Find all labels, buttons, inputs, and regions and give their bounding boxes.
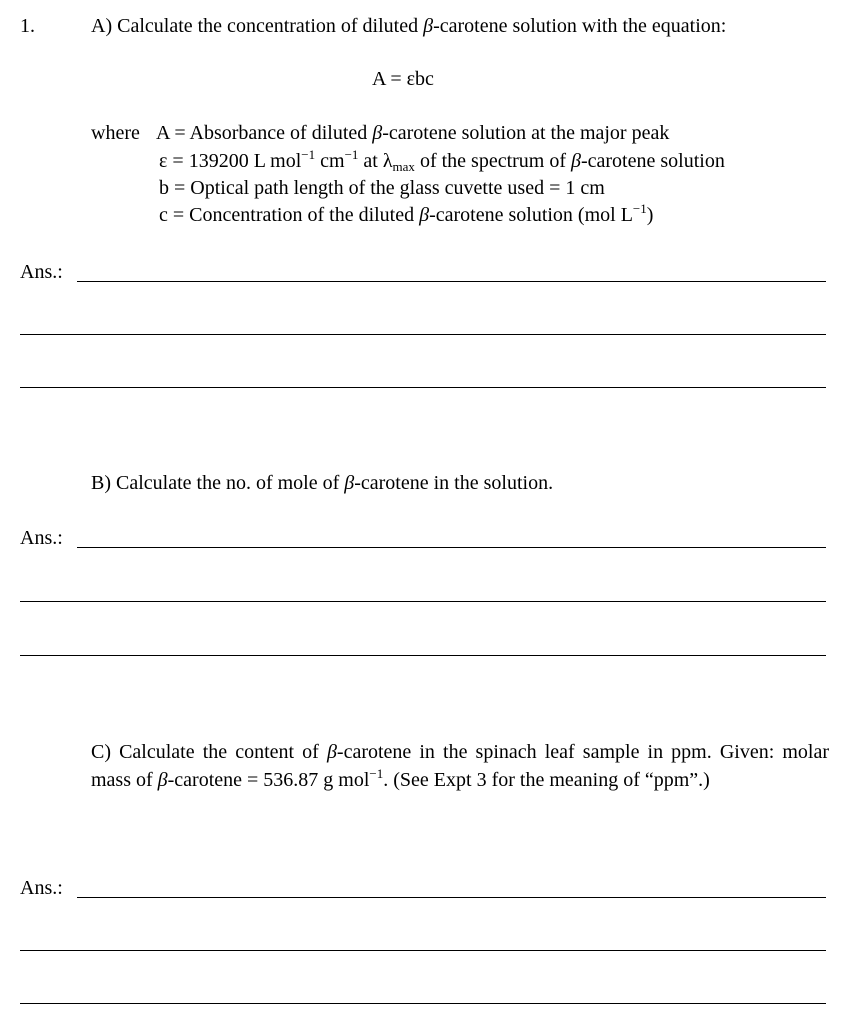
beta-symbol: β xyxy=(419,204,430,226)
definition-text: Absorbance of diluted xyxy=(189,122,373,144)
part-b-prompt xyxy=(91,471,553,495)
definition-epsilon xyxy=(159,149,725,173)
part-a-prompt xyxy=(91,14,726,38)
superscript: −1 xyxy=(632,201,647,216)
question-number: 1. xyxy=(20,15,35,37)
beta-symbol: β xyxy=(326,741,337,763)
definition-text: Optical path length of the glass cuvette used = 1 cm xyxy=(190,177,605,199)
answer-line-b-1[interactable] xyxy=(77,547,826,548)
beta-symbol: β xyxy=(423,15,434,37)
part-c-text: -carotene in the spinach leaf sample in ppm. Given: molar mass of xyxy=(91,741,829,791)
where-label: where xyxy=(91,122,140,144)
beta-symbol: β xyxy=(157,769,168,791)
equals-sign: = xyxy=(167,150,189,172)
answer-line-a-3[interactable] xyxy=(20,387,826,388)
equals-sign: = xyxy=(169,122,190,144)
equals-sign: = xyxy=(169,177,191,199)
answer-line-c-2[interactable] xyxy=(20,950,826,951)
answer-label-b: Ans.: xyxy=(20,527,63,549)
beta-symbol: β xyxy=(372,122,383,144)
definition-symbol: A xyxy=(156,122,170,144)
beta-symbol: β xyxy=(571,150,581,172)
part-a-label: A) xyxy=(91,15,113,37)
part-a-text-before: Calculate the concentration of diluted xyxy=(117,15,424,37)
definition-text: of the spectrum of xyxy=(414,150,572,172)
definition-text: at λ xyxy=(358,150,393,172)
part-b-label: B) xyxy=(91,472,111,494)
answer-line-a-1[interactable] xyxy=(77,281,826,282)
definition-path-length xyxy=(159,176,605,200)
superscript: −1 xyxy=(301,147,316,162)
part-a-text-after: -carotene solution with the equation: xyxy=(433,15,727,37)
definition-text: ) xyxy=(646,204,654,226)
epsilon-value: 139200 L mol xyxy=(188,150,302,172)
definition-text: -carotene solution (mol L xyxy=(429,204,633,226)
part-c-text: -carotene = 536.87 g mol xyxy=(167,769,370,791)
unit: cm xyxy=(315,150,345,172)
answer-line-c-1[interactable] xyxy=(77,897,826,898)
superscript: −1 xyxy=(369,766,384,781)
definition-symbol: ε xyxy=(159,150,168,172)
definition-absorbance xyxy=(156,121,669,145)
part-c-prompt xyxy=(91,738,829,794)
answer-line-c-3[interactable] xyxy=(20,1003,826,1004)
definition-text: -carotene solution xyxy=(580,150,725,172)
answer-line-a-2[interactable] xyxy=(20,334,826,335)
superscript: −1 xyxy=(344,147,359,162)
equals-sign: = xyxy=(167,204,190,226)
answer-line-b-2[interactable] xyxy=(20,601,826,602)
definition-symbol: b xyxy=(159,177,169,199)
part-c-label: C) xyxy=(91,741,111,763)
part-c-text: . (See Expt 3 for the meaning of “ppm”.) xyxy=(383,769,710,791)
beer-lambert-equation: A = εbc xyxy=(372,68,434,90)
definition-concentration xyxy=(159,203,653,227)
answer-label-a: Ans.: xyxy=(20,261,63,283)
part-c-text: Calculate the content of xyxy=(119,741,327,763)
answer-line-b-3[interactable] xyxy=(20,655,826,656)
beta-symbol: β xyxy=(344,472,355,494)
definition-text: Concentration of the diluted xyxy=(189,204,420,226)
definition-text: -carotene solution at the major peak xyxy=(382,122,670,144)
answer-label-c: Ans.: xyxy=(20,877,63,899)
part-b-text-after: -carotene in the solution. xyxy=(354,472,554,494)
definition-symbol: c xyxy=(159,204,168,226)
subscript: max xyxy=(392,159,415,174)
part-b-text-before: Calculate the no. of mole of xyxy=(116,472,345,494)
